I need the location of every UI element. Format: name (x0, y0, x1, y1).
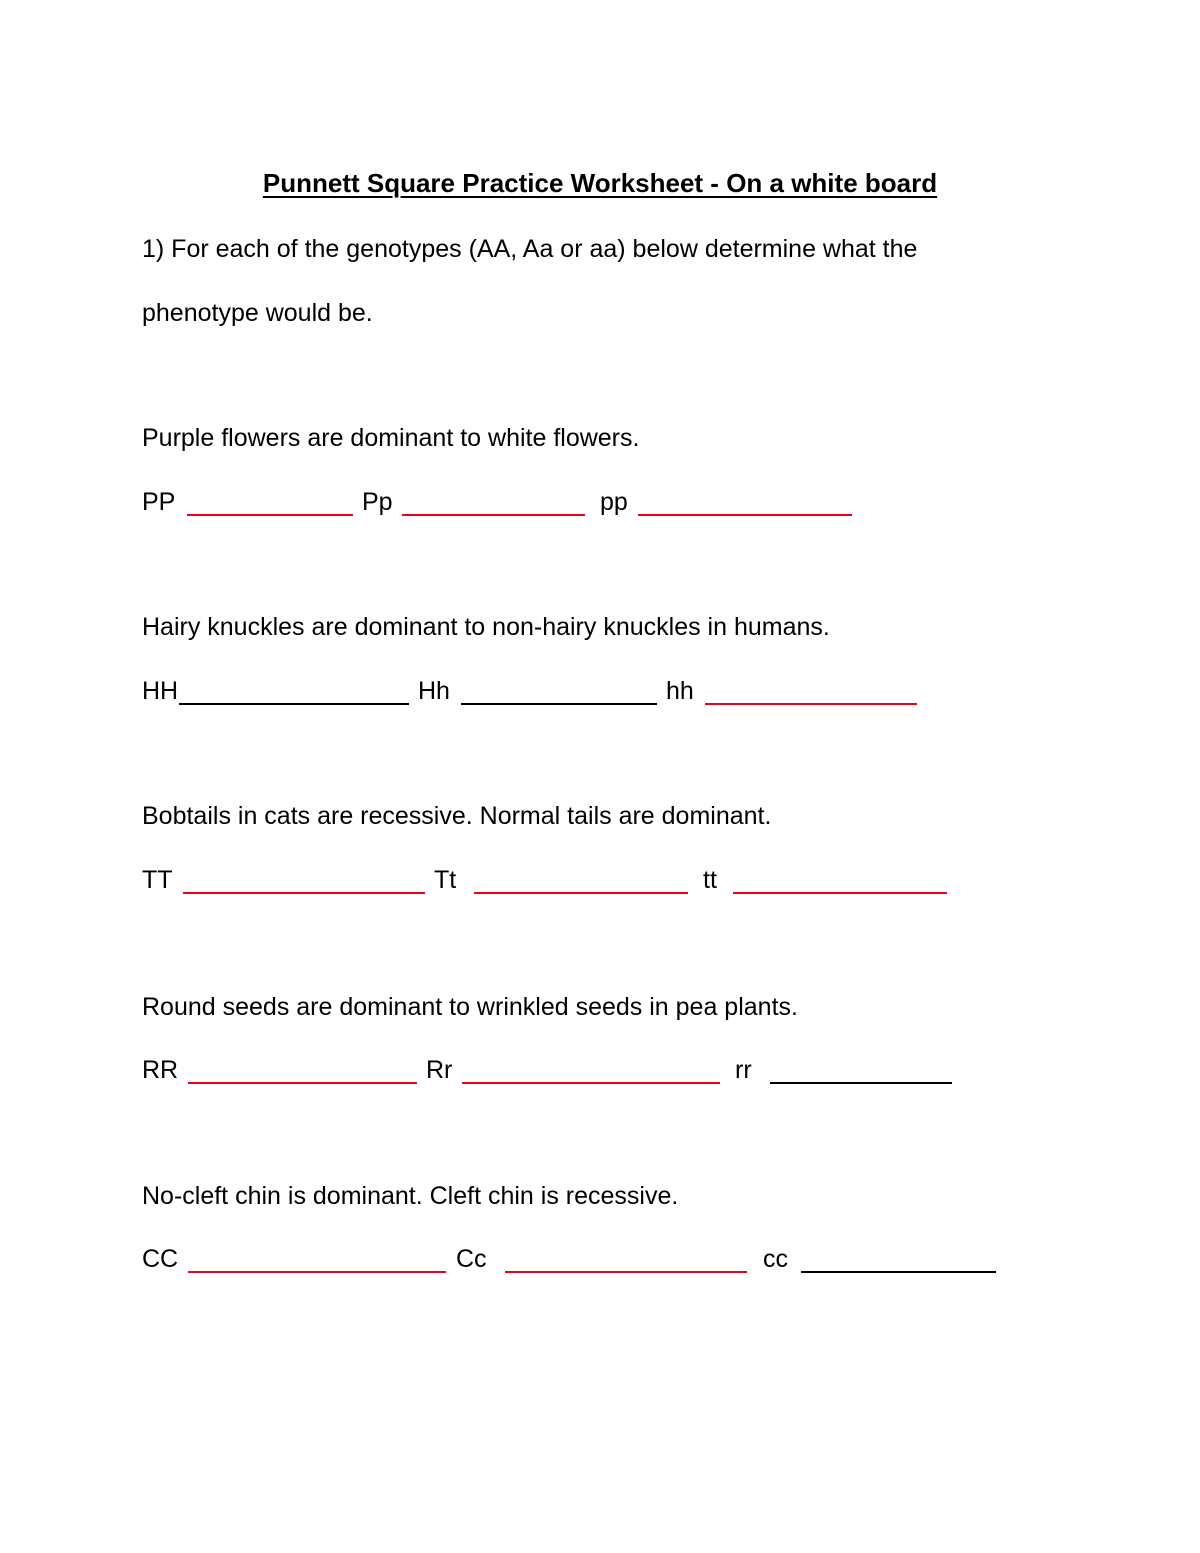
instruction-text: 1) For each of the genotypes (AA, Aa or aa) below determine what the (142, 235, 918, 263)
genotype-label: tt (703, 866, 717, 894)
genotype-label: RR (142, 1056, 179, 1084)
answer-blank[interactable] (183, 892, 425, 894)
genotype-label: PP (142, 488, 176, 516)
question-prompt: Bobtails in cats are recessive. Normal tails are dominant. (142, 802, 772, 830)
worksheet-title: Punnett Square Practice Worksheet - On a white board (262, 168, 938, 198)
answer-blank[interactable] (770, 1082, 952, 1084)
answer-blank[interactable] (505, 1271, 747, 1273)
answer-row (142, 868, 1142, 908)
answer-blank[interactable] (462, 1082, 720, 1084)
answer-blank[interactable] (188, 1271, 446, 1273)
answer-blank[interactable] (474, 892, 688, 894)
genotype-label: Cc (456, 1245, 487, 1273)
question-prompt: Round seeds are dominant to wrinkled seeds in pea plants. (142, 993, 798, 1021)
answer-blank[interactable] (402, 514, 585, 516)
question-prompt: Hairy knuckles are dominant to non-hairy knuckles in humans. (142, 613, 830, 641)
genotype-label: Hh (418, 677, 450, 705)
answer-row (142, 1247, 1142, 1287)
question-prompt: Purple flowers are dominant to white flowers. (142, 424, 640, 452)
answer-row (142, 1058, 1142, 1098)
question-prompt: No-cleft chin is dominant. Cleft chin is recessive. (142, 1182, 679, 1210)
answer-row (142, 490, 1142, 530)
genotype-label: pp (600, 488, 628, 516)
genotype-label: cc (763, 1245, 788, 1273)
answer-blank[interactable] (179, 703, 409, 705)
answer-blank[interactable] (188, 1082, 417, 1084)
answer-blank[interactable] (461, 703, 657, 705)
genotype-label: hh (666, 677, 694, 705)
genotype-label: Tt (434, 866, 457, 894)
genotype-label: Pp (362, 488, 393, 516)
genotype-label: CC (142, 1245, 179, 1273)
answer-blank[interactable] (733, 892, 947, 894)
genotype-label: Rr (426, 1056, 453, 1084)
answer-blank[interactable] (187, 514, 353, 516)
answer-row (142, 679, 1142, 719)
answer-blank[interactable] (638, 514, 852, 516)
instruction-text-continued: phenotype would be. (142, 299, 373, 327)
genotype-label: HH (142, 677, 179, 705)
genotype-label: rr (735, 1056, 752, 1084)
genotype-label: TT (142, 866, 173, 894)
answer-blank[interactable] (801, 1271, 996, 1273)
answer-blank[interactable] (705, 703, 917, 705)
